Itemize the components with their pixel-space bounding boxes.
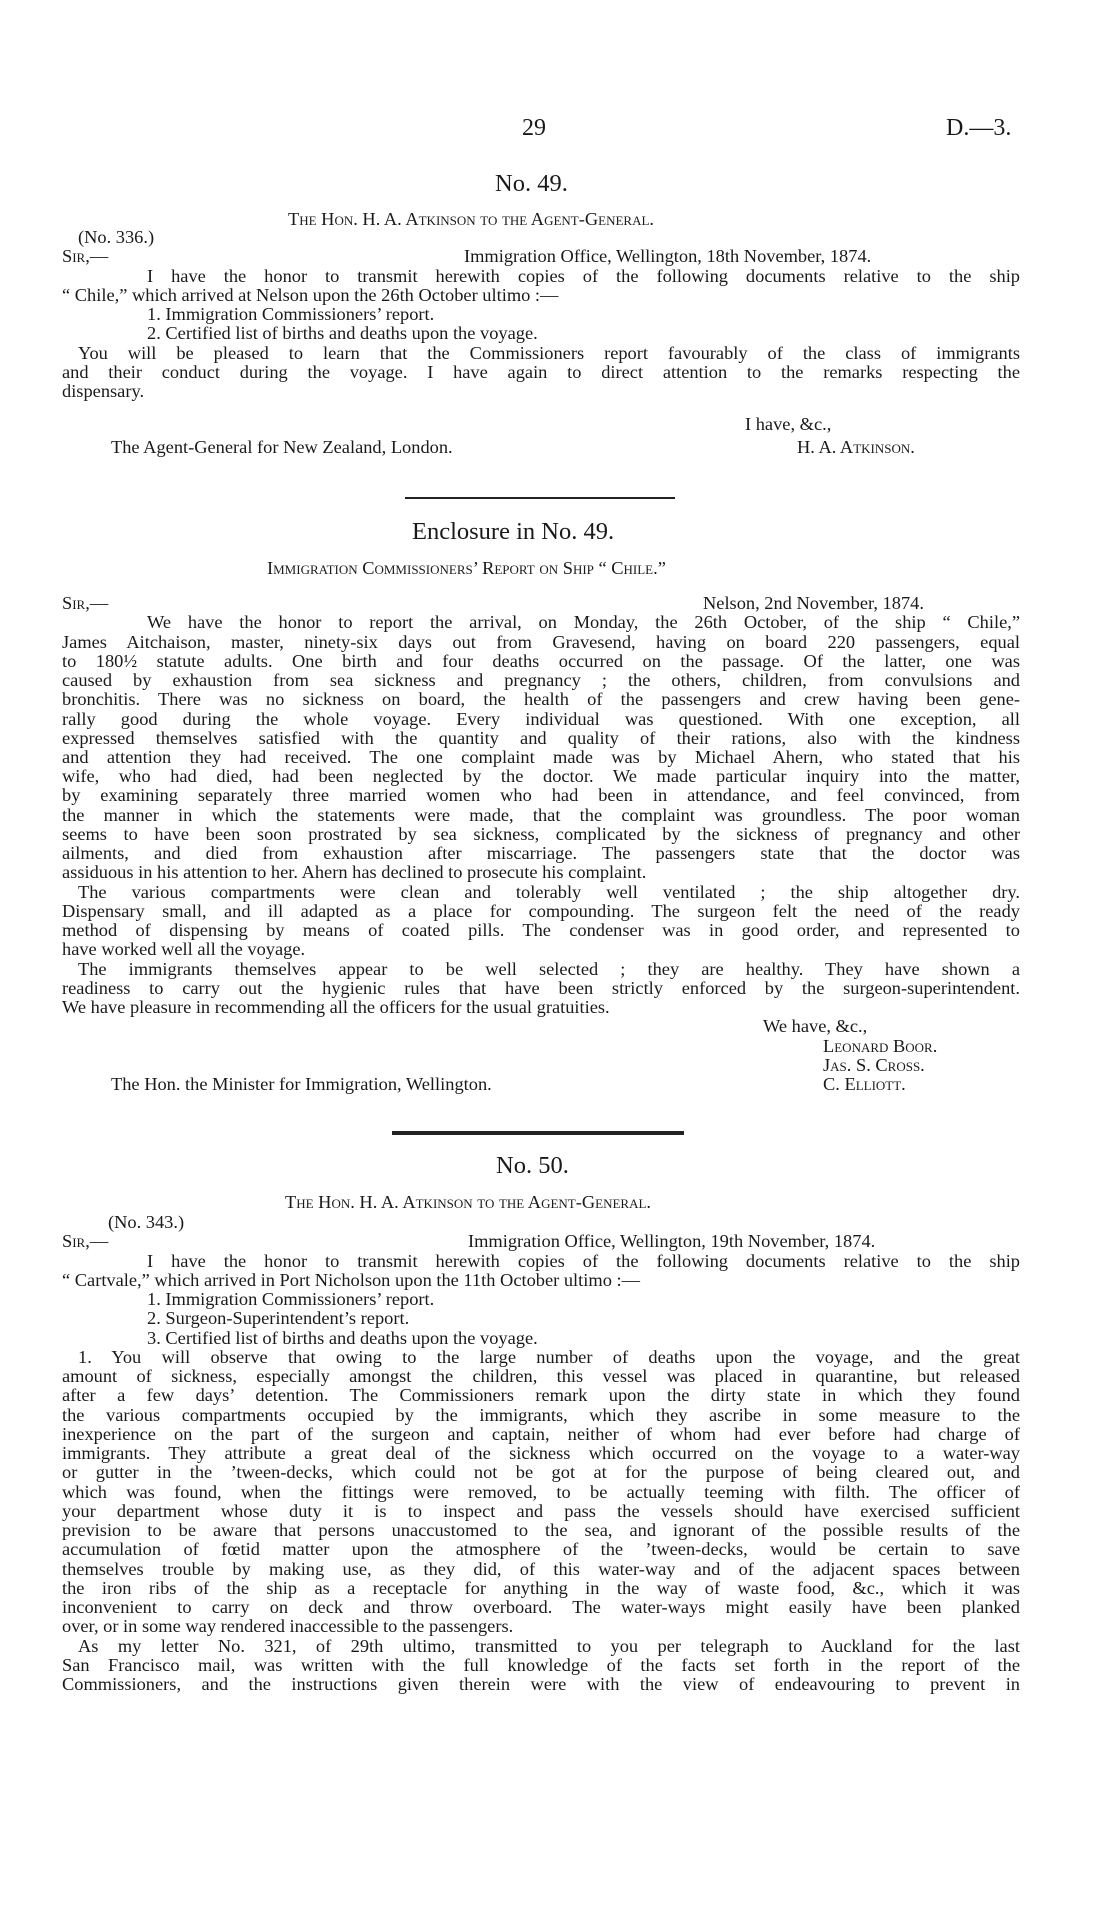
letter-49-dateline: Immigration Office, Wellington, 18th November, 1874. bbox=[464, 246, 872, 266]
letter-50-para-line: themselves trouble by making use, as they did, of this water-way and of the adjacent spaces between bbox=[62, 1559, 1020, 1579]
letter-50-dateline: Immigration Office, Wellington, 19th November, 1874. bbox=[468, 1231, 876, 1251]
letter-49-closing: I have, &c., bbox=[745, 414, 832, 434]
page-number: 29 bbox=[522, 115, 546, 141]
letter-50-from: The Hon. H. A. Atkinson to the Agent-General. bbox=[285, 1192, 652, 1212]
letter-49-line: I have the honor to transmit herewith copies of the following documents relative to the ship bbox=[147, 266, 1020, 286]
letter-50-para-line: prevision to be aware that persons unaccustomed to the sea, and ignorant of the possible results of the bbox=[62, 1520, 1020, 1540]
enclosure-salutation: Sir,— bbox=[62, 593, 109, 613]
letter-49-para-line: and their conduct during the voyage. I have again to direct attention to the remarks respecting the bbox=[62, 362, 1020, 382]
letter-50-item: 1. Immigration Commissioners’ report. bbox=[147, 1289, 435, 1309]
document-reference: D.—3. bbox=[946, 115, 1012, 141]
enclosure-line: seems to have been soon prostrated by sea sickness, complicated by the sickness of pregnancy and other bbox=[62, 824, 1020, 844]
letter-50-para-line: immigrants. They attribute a great deal of the sickness which occurred on the voyage to a water-way bbox=[62, 1443, 1020, 1463]
letter-49-heading: No. 49. bbox=[495, 170, 568, 197]
enclosure-signatory: Leonard Boor. bbox=[823, 1036, 938, 1056]
enclosure-line: We have pleasure in recommending all the officers for the usual gratuities. bbox=[62, 997, 610, 1017]
letter-49-line: “ Chile,” which arrived at Nelson upon the 26th October ultimo :— bbox=[62, 285, 559, 305]
letter-49-addressee: The Agent-General for New Zealand, London. bbox=[111, 437, 453, 457]
enclosure-line: rally good during the whole voyage. Every individual was questioned. With one exception, all bbox=[62, 709, 1020, 729]
enclosure-line: James Aitchaison, master, ninety-six days out from Gravesend, having on board 220 passengers, equal bbox=[62, 632, 1020, 652]
letter-50-item: 3. Certified list of births and deaths upon the voyage. bbox=[147, 1328, 538, 1348]
enclosure-heading: Enclosure in No. 49. bbox=[412, 518, 615, 545]
section-divider bbox=[405, 497, 675, 499]
letter-50-para-line: San Francisco mail, was written with the full knowledge of the facts set forth in the report of the bbox=[62, 1655, 1020, 1675]
enclosure-line: caused by exhaustion from sea sickness and pregnancy ; the others, children, from convulsions and bbox=[62, 670, 1020, 690]
enclosure-closing: We have, &c., bbox=[763, 1016, 868, 1036]
letter-50-para-line: your department whose duty it is to inspect and pass the vessels should have exercised sufficient bbox=[62, 1501, 1020, 1521]
letter-50-heading: No. 50. bbox=[496, 1152, 569, 1179]
section-divider-thick bbox=[392, 1131, 684, 1135]
enclosure-signatory: C. Elliott. bbox=[823, 1074, 906, 1094]
letter-50-para-line: amount of sickness, especially amongst the children, this vessel was placed in quarantine, but released bbox=[62, 1366, 1020, 1386]
enclosure-line: The various compartments were clean and tolerably well ventilated ; the ship altogether dry. bbox=[78, 882, 1020, 902]
letter-50-para-line: As my letter No. 321, of 29th ultimo, transmitted to you per telegraph to Auckland for the last bbox=[78, 1636, 1020, 1656]
enclosure-line: by examining separately three married women who had been in attendance, and feel convinced, from bbox=[62, 785, 1020, 805]
letter-50-para-line: the various compartments occupied by the immigrants, which they ascribe in some measure to the bbox=[62, 1405, 1020, 1425]
letter-50-line: “ Cartvale,” which arrived in Port Nicholson upon the 11th October ultimo :— bbox=[62, 1270, 640, 1290]
letter-50-para-line: the iron ribs of the ship as a receptacle for anything in the way of waste food, &c., which it was bbox=[62, 1578, 1020, 1598]
enclosure-subheading: Immigration Commissioners’ Report on Ship “ Chile.” bbox=[267, 558, 666, 578]
enclosure-line: expressed themselves satisfied with the quantity and quality of their rations, also with the kindness bbox=[62, 728, 1020, 748]
enclosure-addressee: The Hon. the Minister for Immigration, Wellington. bbox=[111, 1074, 492, 1094]
letter-50-para-line: over, or in some way rendered inaccessible to the passengers. bbox=[62, 1616, 514, 1636]
enclosure-line: readiness to carry out the hygienic rules that have been strictly enforced by the surgeon-superintendent. bbox=[62, 978, 1020, 998]
letter-50-para-line: 1. You will observe that owing to the large number of deaths upon the voyage, and the great bbox=[78, 1347, 1020, 1367]
enclosure-line: have worked well all the voyage. bbox=[62, 939, 306, 959]
letter-49-item: 1. Immigration Commissioners’ report. bbox=[147, 304, 435, 324]
enclosure-line: ailments, and died from exhaustion after miscarriage. The passengers state that the doctor was bbox=[62, 843, 1020, 863]
letter-49-para-line: You will be pleased to learn that the Commissioners report favourably of the class of immigrants bbox=[78, 343, 1020, 363]
letter-49-from: The Hon. H. A. Atkinson to the Agent-General. bbox=[288, 209, 655, 229]
letter-49-salutation: Sir,— bbox=[62, 246, 109, 266]
letter-50-para-line: Commissioners, and the instructions given therein were with the view of endeavouring to prevent in bbox=[62, 1674, 1020, 1694]
letter-50-line: I have the honor to transmit herewith copies of the following documents relative to the ship bbox=[147, 1251, 1020, 1271]
enclosure-line: method of dispensing by means of coated pills. The condenser was in good order, and represented to bbox=[62, 920, 1020, 940]
enclosure-line: the manner in which the statements were made, that the complaint was groundless. The poor woman bbox=[62, 805, 1020, 825]
enclosure-line: assiduous in his attention to her. Ahern has declined to prosecute his complaint. bbox=[62, 862, 647, 882]
enclosure-line: and attention they had received. The one complaint made was by Michael Ahern, who stated that his bbox=[62, 747, 1020, 767]
letter-49-ref: (No. 336.) bbox=[78, 227, 155, 247]
enclosure-line: bronchitis. There was no sickness on board, the health of the passengers and crew having been gene- bbox=[62, 689, 1020, 709]
letter-50-salutation: Sir,— bbox=[62, 1231, 109, 1251]
letter-50-para-line: accumulation of fœtid matter upon the atmosphere of the ’tween-decks, would be certain to save bbox=[62, 1539, 1020, 1559]
enclosure-signatory: Jas. S. Cross. bbox=[823, 1055, 925, 1075]
enclosure-line: wife, who had died, had been neglected by the doctor. We made particular inquiry into the matter, bbox=[62, 766, 1020, 786]
letter-50-ref: (No. 343.) bbox=[108, 1212, 185, 1232]
letter-50-para-line: inexperience on the part of the surgeon and captain, neither of whom had ever before had charge of bbox=[62, 1424, 1020, 1444]
enclosure-line: to 180½ statute adults. One birth and four deaths occurred on the passage. Of the latter, one was bbox=[62, 651, 1020, 671]
letter-49-item: 2. Certified list of births and deaths upon the voyage. bbox=[147, 323, 538, 343]
letter-50-para-line: or gutter in the ’tween-decks, which could not be got at for the purpose of being cleared out, and bbox=[62, 1462, 1020, 1482]
letter-49-signature: H. A. Atkinson. bbox=[797, 437, 915, 457]
enclosure-line: The immigrants themselves appear to be well selected ; they are healthy. They have shown a bbox=[78, 959, 1020, 979]
letter-49-para-line: dispensary. bbox=[62, 381, 145, 401]
letter-50-item: 2. Surgeon-Superintendent’s report. bbox=[147, 1308, 410, 1328]
letter-50-para-line: after a few days’ detention. The Commissioners remark upon the dirty state in which they found bbox=[62, 1385, 1020, 1405]
enclosure-line: Dispensary small, and ill adapted as a place for compounding. The surgeon felt the need of the ready bbox=[62, 901, 1020, 921]
enclosure-dateline: Nelson, 2nd November, 1874. bbox=[703, 593, 924, 613]
enclosure-line: We have the honor to report the arrival, on Monday, the 26th October, of the ship “ Chile,” bbox=[147, 612, 1020, 632]
letter-50-para-line: inconvenient to carry on deck and throw overboard. The water-ways might easily have been planked bbox=[62, 1597, 1020, 1617]
letter-50-para-line: which was found, when the fittings were removed, to be actually teeming with filth. The officer of bbox=[62, 1482, 1020, 1502]
